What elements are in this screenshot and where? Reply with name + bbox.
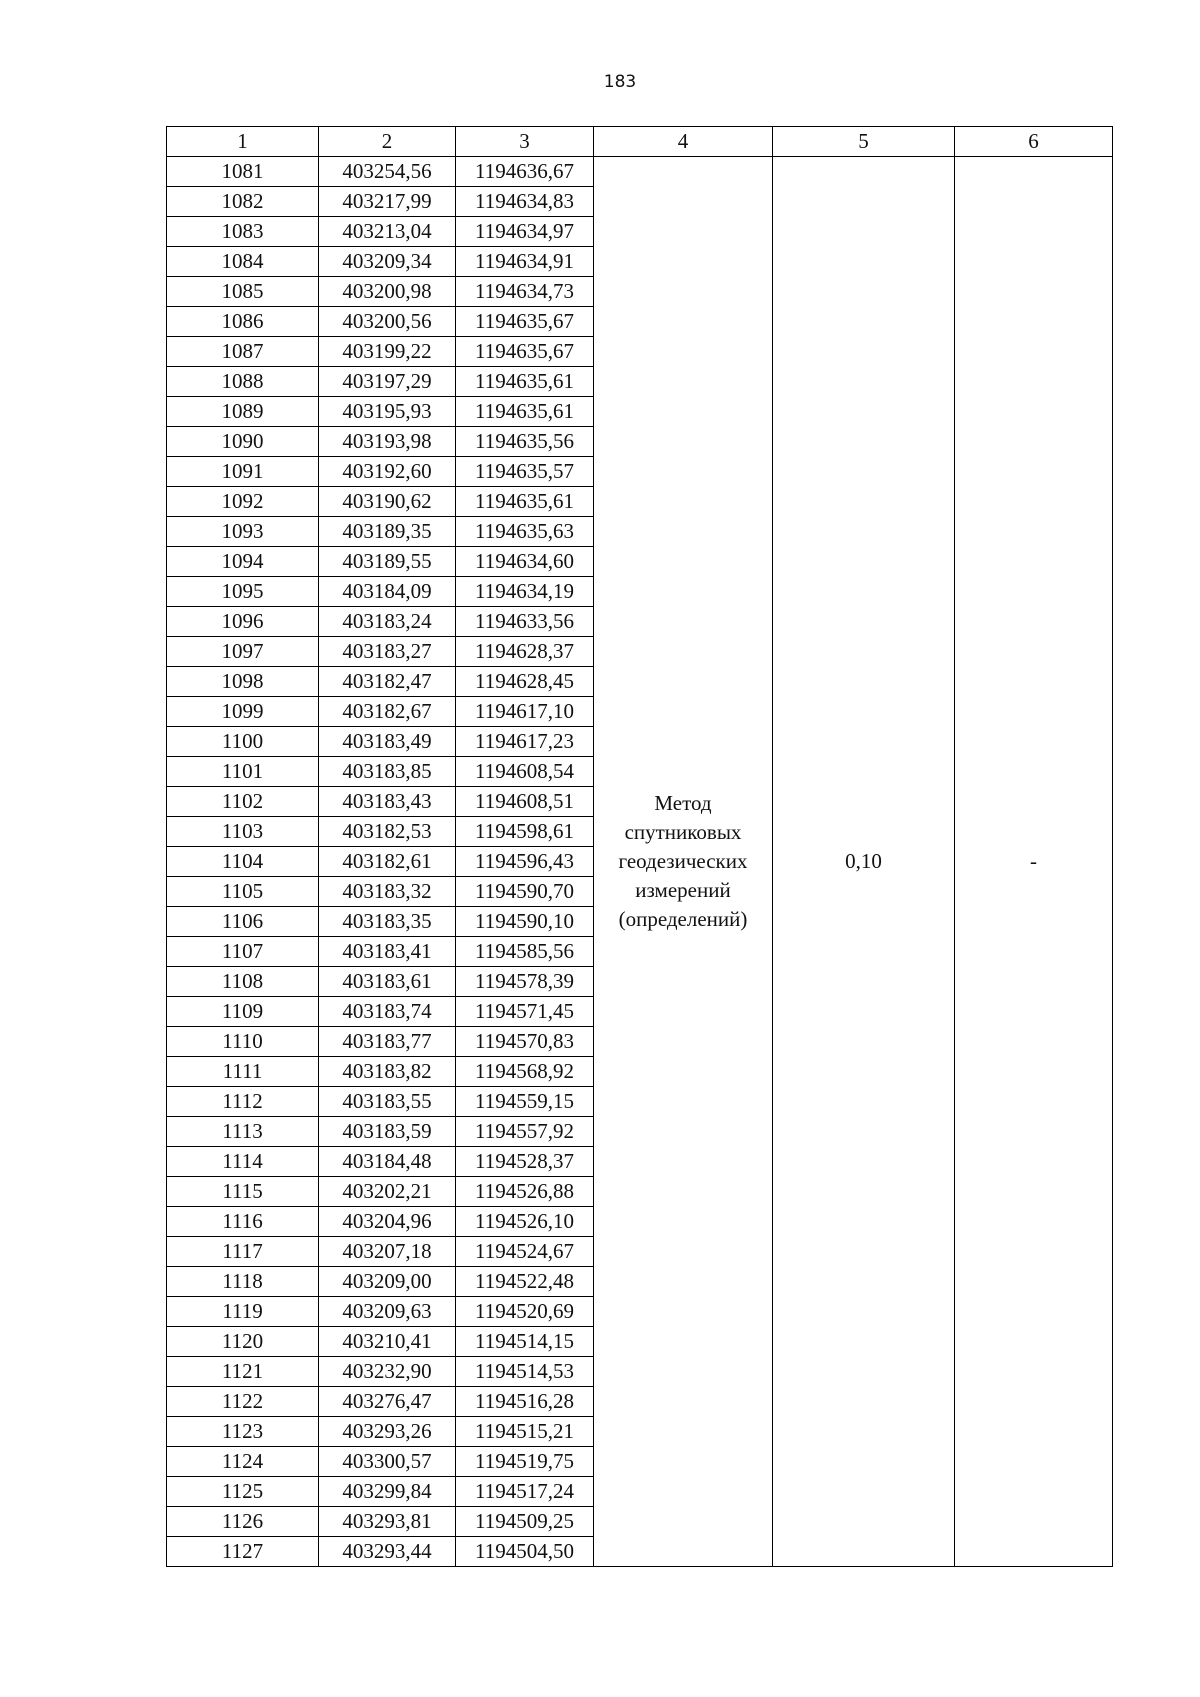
x-coordinate-cell: 403183,43 xyxy=(319,787,456,817)
y-coordinate-cell: 1194628,45 xyxy=(456,667,594,697)
x-coordinate-cell: 403183,55 xyxy=(319,1087,456,1117)
point-number-cell: 1103 xyxy=(167,817,319,847)
x-coordinate-cell: 403183,35 xyxy=(319,907,456,937)
point-number-cell: 1099 xyxy=(167,697,319,727)
x-coordinate-cell: 403183,41 xyxy=(319,937,456,967)
y-coordinate-cell: 1194578,39 xyxy=(456,967,594,997)
point-number-cell: 1112 xyxy=(167,1087,319,1117)
point-number-cell: 1116 xyxy=(167,1207,319,1237)
y-coordinate-cell: 1194516,28 xyxy=(456,1387,594,1417)
y-coordinate-cell: 1194590,10 xyxy=(456,907,594,937)
point-number-cell: 1118 xyxy=(167,1267,319,1297)
x-coordinate-cell: 403183,49 xyxy=(319,727,456,757)
x-coordinate-cell: 403183,24 xyxy=(319,607,456,637)
point-number-cell: 1110 xyxy=(167,1027,319,1057)
y-coordinate-cell: 1194635,67 xyxy=(456,337,594,367)
method-text-line: геодезических xyxy=(618,849,748,873)
x-coordinate-cell: 403182,47 xyxy=(319,667,456,697)
x-coordinate-cell: 403197,29 xyxy=(319,367,456,397)
y-coordinate-cell: 1194526,88 xyxy=(456,1177,594,1207)
table-row xyxy=(167,157,1113,187)
y-coordinate-cell: 1194520,69 xyxy=(456,1297,594,1327)
x-coordinate-cell: 403200,56 xyxy=(319,307,456,337)
point-number-cell: 1091 xyxy=(167,457,319,487)
y-coordinate-cell: 1194504,50 xyxy=(456,1537,594,1567)
x-coordinate-cell: 403189,35 xyxy=(319,517,456,547)
point-number-cell: 1098 xyxy=(167,667,319,697)
x-coordinate-cell: 403293,81 xyxy=(319,1507,456,1537)
y-coordinate-cell: 1194635,57 xyxy=(456,457,594,487)
point-number-cell: 1122 xyxy=(167,1387,319,1417)
point-number-cell: 1119 xyxy=(167,1297,319,1327)
header-col-6: 6 xyxy=(955,127,1113,157)
x-coordinate-cell: 403213,04 xyxy=(319,217,456,247)
point-number-cell: 1096 xyxy=(167,607,319,637)
point-number-cell: 1085 xyxy=(167,277,319,307)
y-coordinate-cell: 1194635,61 xyxy=(456,397,594,427)
x-coordinate-cell: 403193,98 xyxy=(319,427,456,457)
x-coordinate-cell: 403210,41 xyxy=(319,1327,456,1357)
y-coordinate-cell: 1194514,53 xyxy=(456,1357,594,1387)
x-coordinate-cell: 403207,18 xyxy=(319,1237,456,1267)
point-number-cell: 1108 xyxy=(167,967,319,997)
y-coordinate-cell: 1194635,56 xyxy=(456,427,594,457)
point-number-cell: 1089 xyxy=(167,397,319,427)
x-coordinate-cell: 403293,44 xyxy=(319,1537,456,1567)
y-coordinate-cell: 1194598,61 xyxy=(456,817,594,847)
method-cell xyxy=(594,157,773,1567)
y-coordinate-cell: 1194634,83 xyxy=(456,187,594,217)
y-coordinate-cell: 1194636,67 xyxy=(456,157,594,187)
point-number-cell: 1088 xyxy=(167,367,319,397)
point-number-cell: 1117 xyxy=(167,1237,319,1267)
y-coordinate-cell: 1194633,56 xyxy=(456,607,594,637)
point-number-cell: 1111 xyxy=(167,1057,319,1087)
x-coordinate-cell: 403200,98 xyxy=(319,277,456,307)
x-coordinate-cell: 403183,32 xyxy=(319,877,456,907)
x-coordinate-cell: 403300,57 xyxy=(319,1447,456,1477)
y-coordinate-cell: 1194517,24 xyxy=(456,1477,594,1507)
point-number-cell: 1124 xyxy=(167,1447,319,1477)
x-coordinate-cell: 403182,67 xyxy=(319,697,456,727)
x-coordinate-cell: 403183,59 xyxy=(319,1117,456,1147)
x-coordinate-cell: 403189,55 xyxy=(319,547,456,577)
point-number-cell: 1123 xyxy=(167,1417,319,1447)
header-col-5: 5 xyxy=(773,127,955,157)
point-number-cell: 1097 xyxy=(167,637,319,667)
x-coordinate-cell: 403217,99 xyxy=(319,187,456,217)
x-coordinate-cell: 403209,63 xyxy=(319,1297,456,1327)
point-number-cell: 1092 xyxy=(167,487,319,517)
x-coordinate-cell: 403184,09 xyxy=(319,577,456,607)
page-number: 183 xyxy=(603,72,637,92)
point-number-cell: 1102 xyxy=(167,787,319,817)
x-coordinate-cell: 403209,34 xyxy=(319,247,456,277)
y-coordinate-cell: 1194634,97 xyxy=(456,217,594,247)
x-coordinate-cell: 403183,61 xyxy=(319,967,456,997)
y-coordinate-cell: 1194568,92 xyxy=(456,1057,594,1087)
header-col-3: 3 xyxy=(456,127,594,157)
point-number-cell: 1093 xyxy=(167,517,319,547)
point-number-cell: 1115 xyxy=(167,1177,319,1207)
y-coordinate-cell: 1194509,25 xyxy=(456,1507,594,1537)
y-coordinate-cell: 1194634,60 xyxy=(456,547,594,577)
y-coordinate-cell: 1194635,67 xyxy=(456,307,594,337)
point-number-cell: 1127 xyxy=(167,1537,319,1567)
y-coordinate-cell: 1194515,21 xyxy=(456,1417,594,1447)
point-number-cell: 1083 xyxy=(167,217,319,247)
y-coordinate-cell: 1194608,51 xyxy=(456,787,594,817)
x-coordinate-cell: 403254,56 xyxy=(319,157,456,187)
y-coordinate-cell: 1194634,19 xyxy=(456,577,594,607)
y-coordinate-cell: 1194635,63 xyxy=(456,517,594,547)
point-number-cell: 1125 xyxy=(167,1477,319,1507)
point-number-cell: 1107 xyxy=(167,937,319,967)
point-number-cell: 1100 xyxy=(167,727,319,757)
x-coordinate-cell: 403183,74 xyxy=(319,997,456,1027)
y-coordinate-cell: 1194528,37 xyxy=(456,1147,594,1177)
point-number-cell: 1121 xyxy=(167,1357,319,1387)
y-coordinate-cell: 1194514,15 xyxy=(456,1327,594,1357)
point-number-cell: 1095 xyxy=(167,577,319,607)
header-col-2: 2 xyxy=(319,127,456,157)
table-header xyxy=(167,127,1113,157)
x-coordinate-cell: 403293,26 xyxy=(319,1417,456,1447)
x-coordinate-cell: 403183,85 xyxy=(319,757,456,787)
x-coordinate-cell: 403183,27 xyxy=(319,637,456,667)
point-number-cell: 1094 xyxy=(167,547,319,577)
point-number-cell: 1087 xyxy=(167,337,319,367)
y-coordinate-cell: 1194590,70 xyxy=(456,877,594,907)
point-number-cell: 1113 xyxy=(167,1117,319,1147)
header-col-4: 4 xyxy=(594,127,773,157)
y-coordinate-cell: 1194522,48 xyxy=(456,1267,594,1297)
y-coordinate-cell: 1194634,91 xyxy=(456,247,594,277)
coordinates-table xyxy=(166,126,1113,1567)
y-coordinate-cell: 1194559,15 xyxy=(456,1087,594,1117)
x-coordinate-cell: 403182,53 xyxy=(319,817,456,847)
y-coordinate-cell: 1194571,45 xyxy=(456,997,594,1027)
x-coordinate-cell: 403299,84 xyxy=(319,1477,456,1507)
x-coordinate-cell: 403209,00 xyxy=(319,1267,456,1297)
y-coordinate-cell: 1194585,56 xyxy=(456,937,594,967)
header-col-1: 1 xyxy=(167,127,319,157)
point-number-cell: 1082 xyxy=(167,187,319,217)
y-coordinate-cell: 1194635,61 xyxy=(456,487,594,517)
point-number-cell: 1109 xyxy=(167,997,319,1027)
point-number-cell: 1086 xyxy=(167,307,319,337)
accuracy-cell: 0,10 xyxy=(773,157,955,1567)
x-coordinate-cell: 403183,82 xyxy=(319,1057,456,1087)
method-text-line: Метод xyxy=(654,791,712,815)
y-coordinate-cell: 1194526,10 xyxy=(456,1207,594,1237)
point-number-cell: 1084 xyxy=(167,247,319,277)
x-coordinate-cell: 403190,62 xyxy=(319,487,456,517)
method-text-line: измерений xyxy=(635,878,731,902)
x-coordinate-cell: 403202,21 xyxy=(319,1177,456,1207)
y-coordinate-cell: 1194570,83 xyxy=(456,1027,594,1057)
x-coordinate-cell: 403192,60 xyxy=(319,457,456,487)
point-number-cell: 1081 xyxy=(167,157,319,187)
x-coordinate-cell: 403183,77 xyxy=(319,1027,456,1057)
y-coordinate-cell: 1194635,61 xyxy=(456,367,594,397)
col6-cell: - xyxy=(955,157,1113,1567)
x-coordinate-cell: 403182,61 xyxy=(319,847,456,877)
method-text-line: спутниковых xyxy=(624,820,742,844)
x-coordinate-cell: 403195,93 xyxy=(319,397,456,427)
point-number-cell: 1090 xyxy=(167,427,319,457)
x-coordinate-cell: 403204,96 xyxy=(319,1207,456,1237)
method-text-line: (определений) xyxy=(618,907,748,931)
y-coordinate-cell: 1194617,23 xyxy=(456,727,594,757)
header-row xyxy=(167,127,1113,157)
y-coordinate-cell: 1194557,92 xyxy=(456,1117,594,1147)
y-coordinate-cell: 1194617,10 xyxy=(456,697,594,727)
table-body xyxy=(167,157,1113,1567)
y-coordinate-cell: 1194596,43 xyxy=(456,847,594,877)
point-number-cell: 1104 xyxy=(167,847,319,877)
point-number-cell: 1101 xyxy=(167,757,319,787)
x-coordinate-cell: 403276,47 xyxy=(319,1387,456,1417)
y-coordinate-cell: 1194628,37 xyxy=(456,637,594,667)
y-coordinate-cell: 1194608,54 xyxy=(456,757,594,787)
point-number-cell: 1126 xyxy=(167,1507,319,1537)
x-coordinate-cell: 403199,22 xyxy=(319,337,456,367)
point-number-cell: 1120 xyxy=(167,1327,319,1357)
point-number-cell: 1114 xyxy=(167,1147,319,1177)
x-coordinate-cell: 403232,90 xyxy=(319,1357,456,1387)
y-coordinate-cell: 1194524,67 xyxy=(456,1237,594,1267)
y-coordinate-cell: 1194634,73 xyxy=(456,277,594,307)
y-coordinate-cell: 1194519,75 xyxy=(456,1447,594,1477)
point-number-cell: 1106 xyxy=(167,907,319,937)
point-number-cell: 1105 xyxy=(167,877,319,907)
x-coordinate-cell: 403184,48 xyxy=(319,1147,456,1177)
